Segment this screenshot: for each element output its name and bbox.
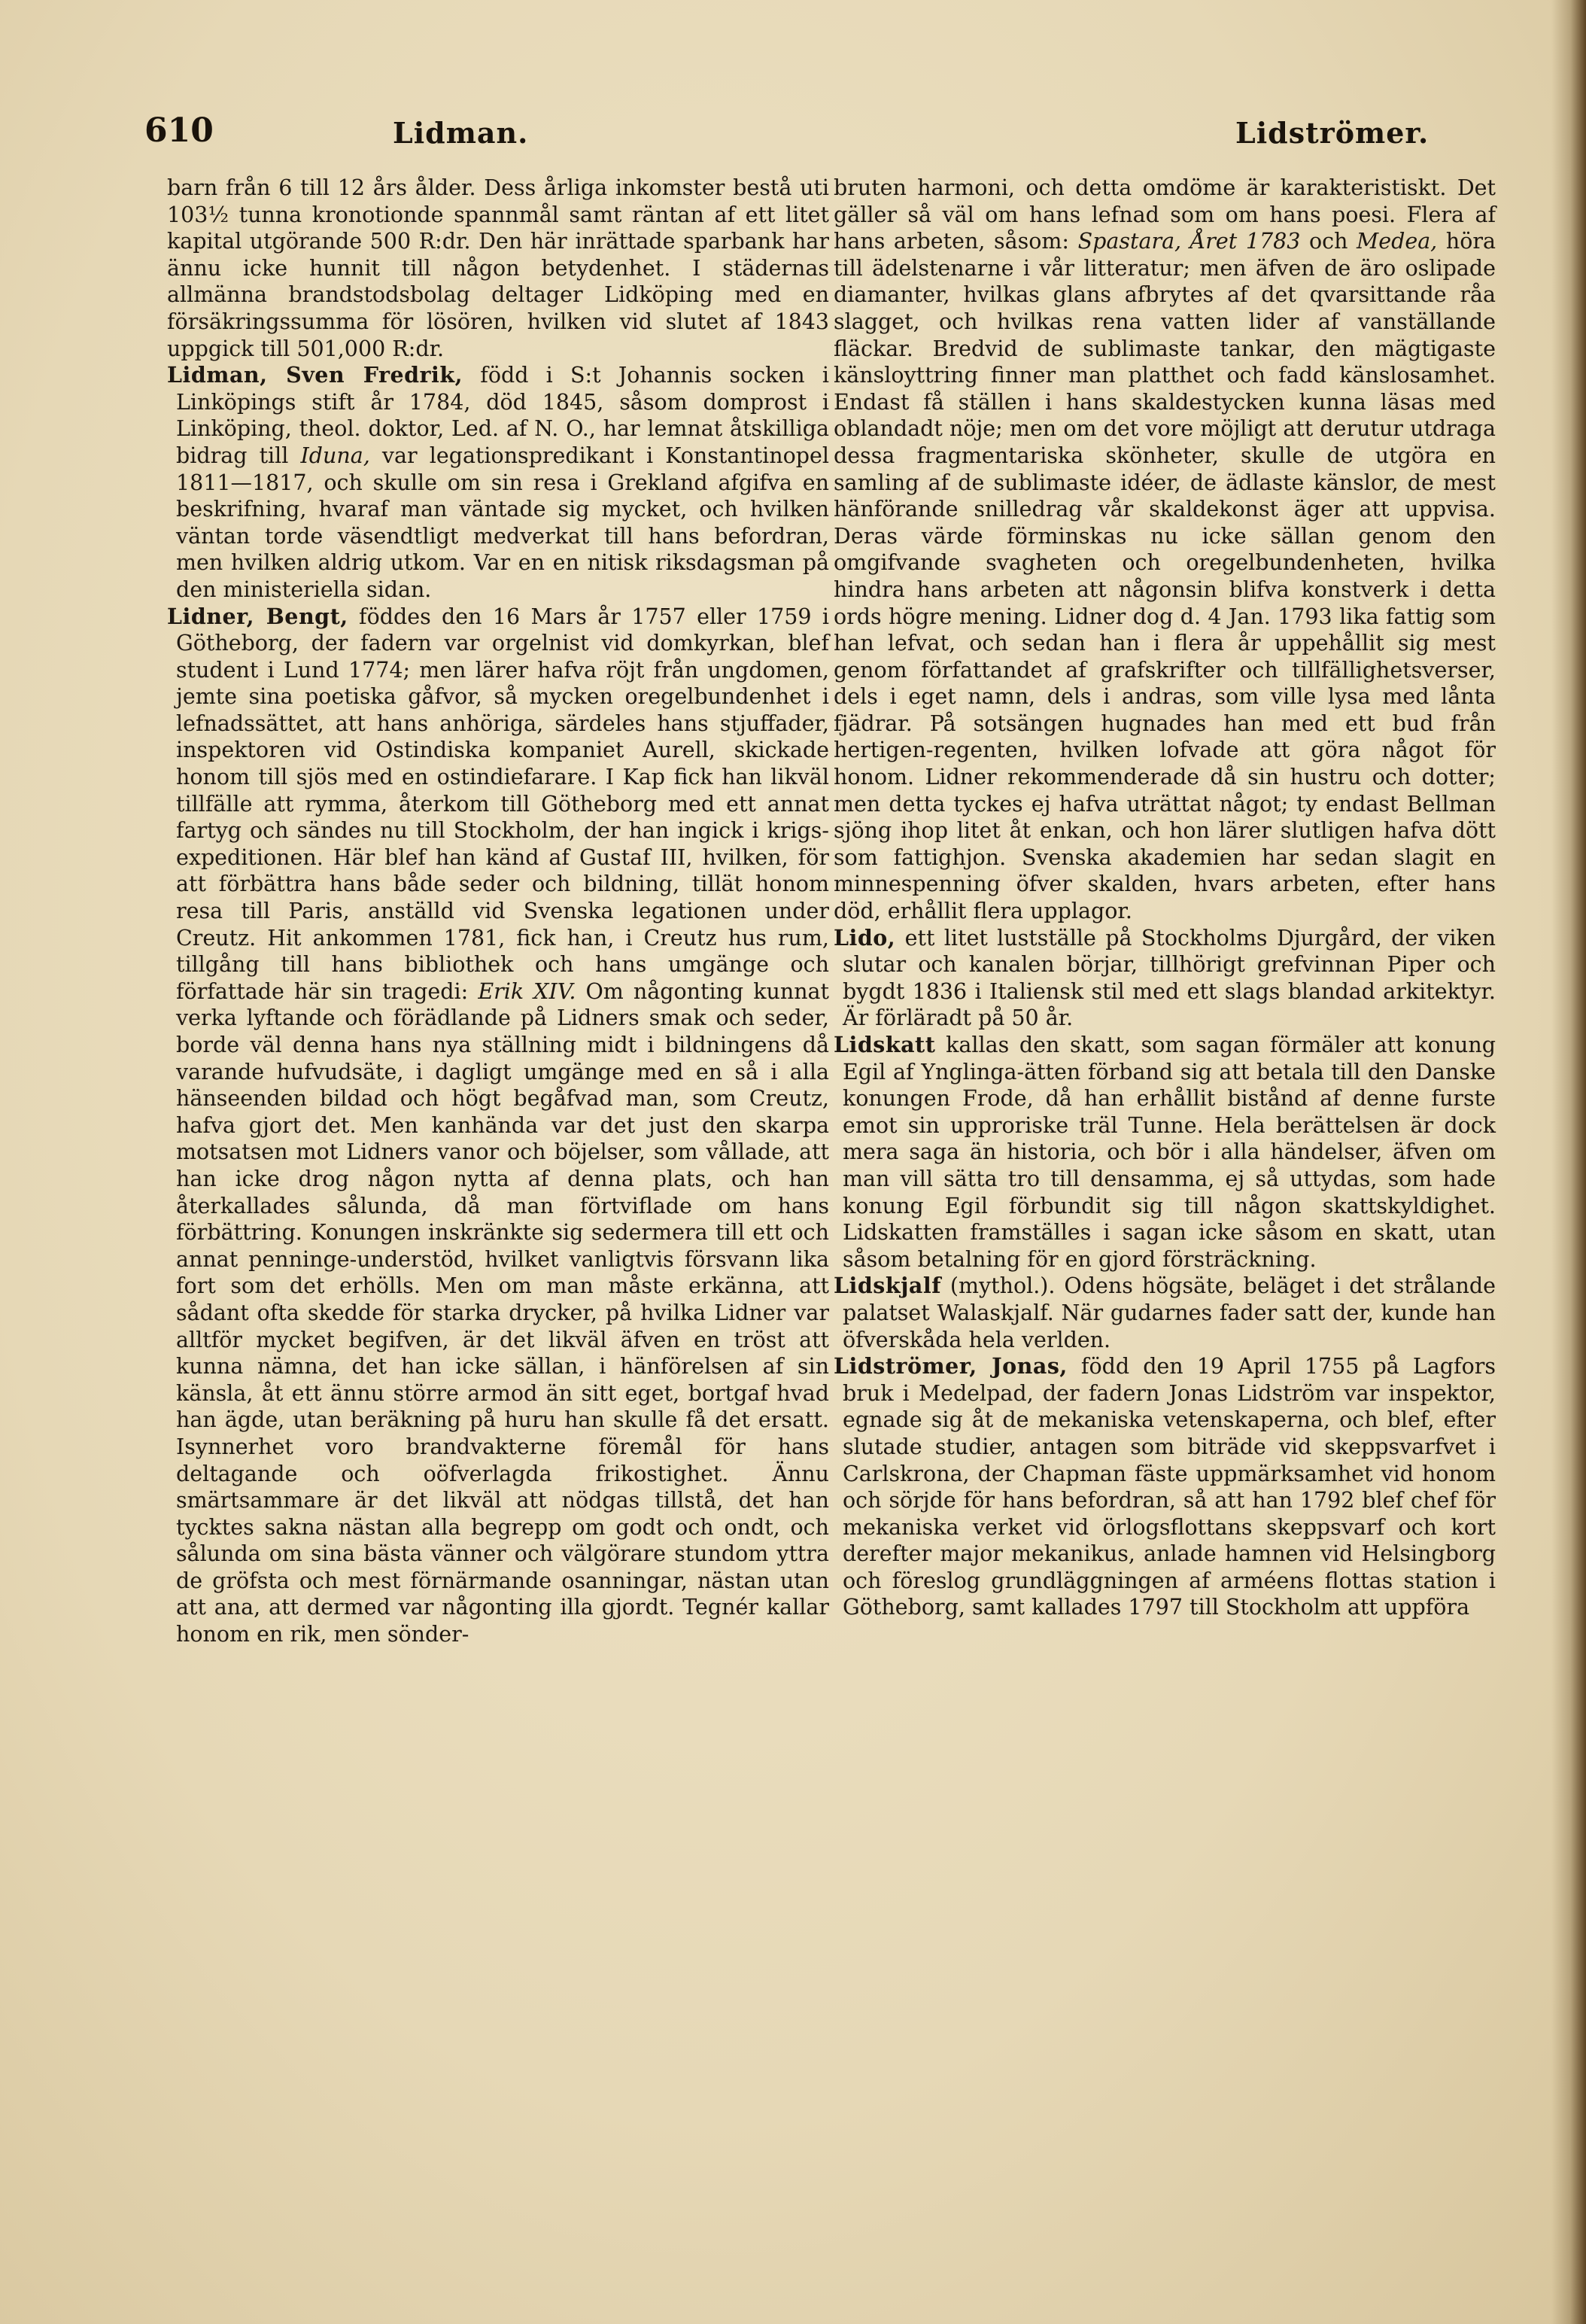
paragraph-text: höra till ädelstenarne i vår litteratur; men äfven de äro oslipade diamanter, hvilkas glans afbrytes af det qvarsittande råa slagget, och hvilkas rena vatten lider af vanställande fläckar. Bredvid de sublimaste tankar, den mägtigaste känsloyttring finner man platthet och fadd känslosamhet. Endast få ställen i hans skaldestycken kunna läsas med oblandadt nöje; men om det vore möjligt att derutur utdraga dessa fragmentariska skönheter, skulle de utgöra en samling af de sublimaste idéer, de ädlaste känslor, de mest hänförande snilledrag vår skaldekonst äger att uppvisa. Deras värde förminskas nu icke sällan genom den omgifvande svagheten och oregelbundenheten, hvilka hindra hans arbeten att någonsin blifva konstverk i detta ords högre mening. Lidner dog d. 4 Jan. 1793 lika fattig som han lefvat, och sedan han i flera år uppehållit sig mest genom författandet af grafskrifter och tillfällighetsverser, dels i eget namn, dels i andras, som ville lysa med lånta fjädrar. På sotsängen hugnades han med ett bud från hertigen-regenten, hvilken lofvade att göra något för honom. Lidner rekommenderade då sin hustru och dotter; men detta tyckes ej hafva uträttat något; ty endast Bellman sjöng ihop litet åt enkan, och hon lärer slutligen hafva dött som fattighjon. Svenska akademien har sedan slagit en minnespenning öfver skalden, hvars arbeten, efter hans död, erhållit flera upplagor. bbox=[834, 229, 1496, 924]
italic-title: Spastara, Året 1783 bbox=[1077, 229, 1301, 254]
paragraph-text: född i S:t Johannis socken i Linköpings stift år 1784, död 1845, såsom domprost i Linköping, theol. doktor, Led. af N. O., har lemnat åtskilliga bidrag till bbox=[176, 363, 829, 468]
paragraph-text: och bbox=[1300, 229, 1357, 254]
paragraph-text: var legationspredikant i Konstantinopel 1811—1817, och skulle om sin resa i Grekland afgifva en beskrifning, hvaraf man väntade sig mycket, och hvilken väntan torde väsendtligt medverkat till hans befordran, men hvilken aldrig utkom. Var en en nitisk riksdagsman på den ministeriella sidan. bbox=[176, 443, 829, 602]
paragraph bbox=[834, 1032, 1496, 1273]
paragraph bbox=[167, 362, 829, 603]
right-running-title: Lidströmer. bbox=[1235, 116, 1430, 150]
paragraph bbox=[834, 925, 1496, 1032]
paragraph bbox=[167, 604, 829, 1648]
entry-headword: Lidman, Sven Fredrik, bbox=[167, 362, 463, 388]
right-text-column bbox=[834, 175, 1496, 1621]
paragraph-text: Om någonting kunnat verka lyftande och förädlande på Lidners smak och seder, borde väl denna hans nya ställning midt i bildningens då varande hufvudsäte, i dagligt umgänge med en så i alla hänseenden bildad och högt begåfvad man, som Creutz, hafva gjort det. Men kanhända var det just den skarpa motsatsen mot Lidners vanor och böjelser, som vållade, att han icke drog någon nytta af denna plats, och han återkallades sålunda, då man förtviflade om hans förbättring. Konungen inskränkte sig sedermera till ett och annat penninge-understöd, hvilket vanligtvis försvann lika fort som det erhölls. Men om man måste erkänna, att sådant ofta skedde för starka drycker, på hvilka Lidner var alltför mycket begifven, är det likväl äfven en tröst att kunna nämna, det han icke sällan, i hänförelsen af sin känsla, åt ett ännu större armod än sitt eget, bortgaf hvad han ägde, utan beräkning på huru han skulle få det ersatt. Isynnerhet voro brandvakterne föremål för hans deltagande och oöfverlagda frikostighet. Ännu smärtsammare är det likväl att nödgas tillstå, det han tycktes sakna nästan alla begrepp om godt och ondt, och sålunda om sina bästa vänner och välgörare stundom yttra de gröfsta och mest förnärmande osanningar, nästan utan att ana, att dermed var någonting illa gjordt. Tegnér kallar honom en rik, men sönder- bbox=[176, 978, 829, 1647]
paragraph-text: född den 19 April 1755 på Lagfors bruk i Medelpad, der fadern Jonas Lidström var inspektor, egnade sig åt de mekaniska vetenskaperna, och blef, efter slutade studier, antagen som biträde vid skeppsvarfvet i Carlskrona, der Chapman fäste uppmärksamhet vid honom och sörjde för hans befordran, så att han 1792 blef chef för mekaniska verket vid örlogsflottans skeppsvarf och kort derefter major mekanikus, anlade hamnen vid Helsingborg och föreslog grundläggningen af arméens flottas station i Götheborg, samt kallades 1797 till Stockholm att uppföra bbox=[843, 1354, 1496, 1620]
running-header bbox=[144, 111, 1491, 157]
paragraph bbox=[834, 175, 1496, 925]
paragraph-text: barn från 6 till 12 års ålder. Dess årliga inkomster bestå uti 103½ tunna kronotionde spannmål samt räntan af ett litet kapital utgörande 500 R:dr. Den här inrättade sparbank har ännu icke hunnit till någon betydenhet. I städernas allmänna brandstodsbolag deltager Lidköping med en försäkringssumma för lösören, hvilken vid slutet af 1843 uppgick till 501,000 R:dr. bbox=[167, 175, 829, 361]
entry-headword: Lidner, Bengt, bbox=[167, 603, 348, 629]
entry-headword: Lidskatt bbox=[834, 1032, 936, 1057]
left-text-column bbox=[167, 175, 829, 1648]
paragraph bbox=[834, 1353, 1496, 1621]
paragraph-text: (mythol.). Odens högsäte, beläget i det strålande palatset Walaskjalf. När gudarnes fader satt der, kunde han öfverskåda hela verlden. bbox=[843, 1273, 1496, 1352]
paragraph-text: bruten harmoni, och detta omdöme är karakteristiskt. Det gäller så väl om hans lefnad som om hans poesi. Flera af hans arbeten, såsom: bbox=[834, 175, 1496, 254]
paragraph-text: kallas den skatt, som sagan förmäler att konung Egil af Ynglinga-ätten förband sig att betala till den Danske konungen Frode, då han erhållit bistånd af denne furste emot sin upproriske träl Tunne. Hela berättelsen är dock mera saga än historia, och bör i alla händelser, äfven om man vill sätta tro till densamma, ej så uttydas, som hade konung Egil förbundit sig till någon skattskyldighet. Lidskatten framställes i sagan icke såsom en skatt, utan såsom betalning för en gjord försträckning. bbox=[843, 1033, 1496, 1272]
italic-title: Medea, bbox=[1357, 229, 1438, 254]
paragraph-text: föddes den 16 Mars år 1757 eller 1759 i Götheborg, der fadern var orgelnist vid domkyrkan, blef student i Lund 1774; men lärer hafva röjt från ungdomen, jemte sina poetiska gåfvor, så mycken oregelbundenhet i lefnadssättet, att hans anhöriga, särdeles hans stjuffader, inspektoren vid Ostindiska kompaniet Aurell, skickade honom till sjös med en ostindiefarare. I Kap fick han likväl tillfälle att rymma, återkom till Götheborg med ett annat fartyg och sändes nu till Stockholm, der han ingick i krigs-expeditionen. Här blef han känd af Gustaf III, hvilken, för att förbättra hans både seder och bildning, tillät honom resa till Paris, anställd vid Svenska legationen under Creutz. Hit ankommen 1781, fick han, i Creutz hus rum, tillgång till hans bibliothek och hans umgänge och författade här sin tragedi: bbox=[176, 604, 829, 1004]
paragraph bbox=[834, 1273, 1496, 1353]
paragraph-text: ett litet lustställe på Stockholms Djurgård, der viken slutar och kanalen börjar, tillhörigt grefvinnan Piper och bygdt 1836 i Italiensk stil med ett slags blandad arkitektyr. Är förläradt på 50 år. bbox=[843, 925, 1496, 1031]
entry-headword: Lido, bbox=[834, 924, 896, 951]
italic-title: Erik XIV. bbox=[478, 978, 576, 1004]
page-edge-shadow bbox=[1551, 0, 1586, 2324]
paragraph bbox=[167, 175, 829, 362]
italic-title: Iduna, bbox=[300, 443, 370, 468]
entry-headword: Lidströmer, Jonas, bbox=[834, 1353, 1068, 1379]
entry-headword: Lidskjalf bbox=[834, 1273, 941, 1299]
left-running-title: Lidman. bbox=[393, 116, 529, 150]
page-number: 610 bbox=[144, 111, 214, 150]
